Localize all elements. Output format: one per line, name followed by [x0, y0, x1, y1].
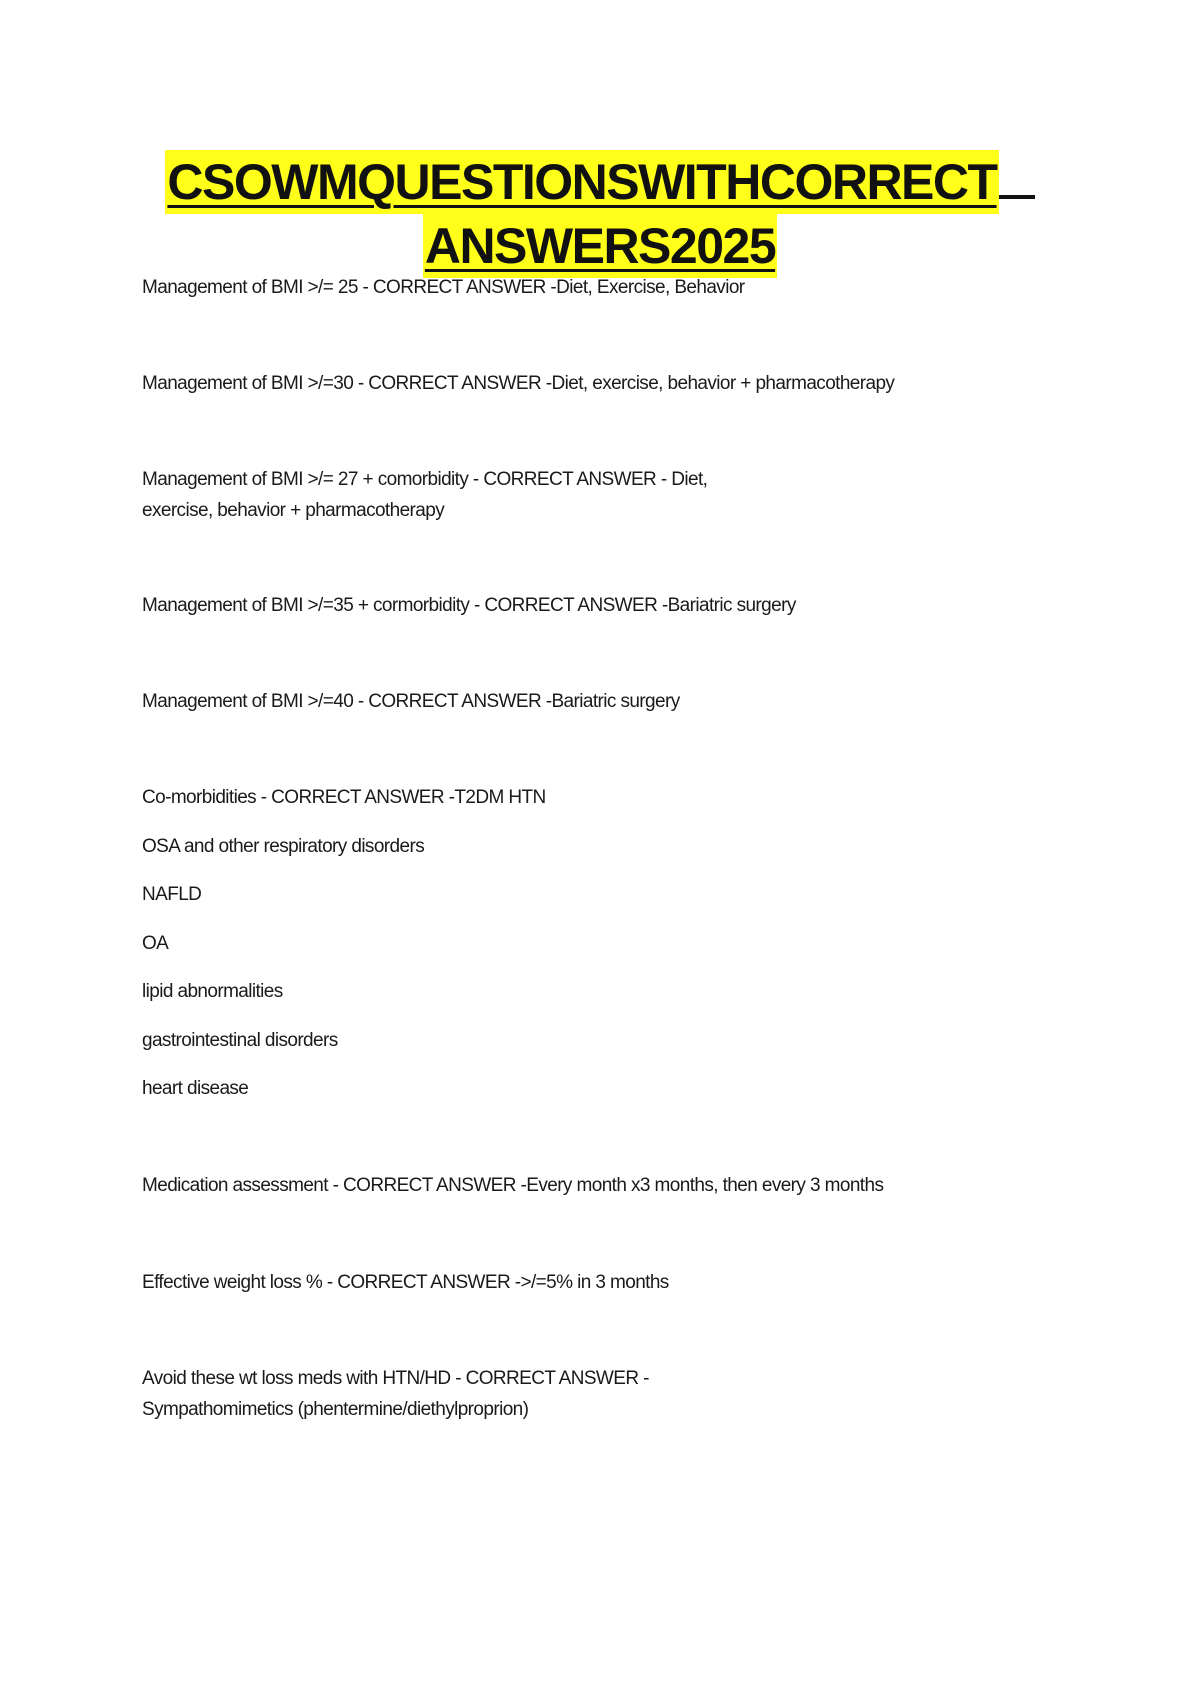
- item-text: Co-morbidities - CORRECT ANSWER -T2DM HTN: [142, 787, 546, 808]
- item-text: heart disease: [142, 1078, 249, 1099]
- item-text: NAFLD: [142, 884, 202, 905]
- item-text: Avoid these wt loss meds with HTN/HD - CORRECT ANSWER -: [142, 1368, 649, 1389]
- qa-item-avoid-meds: [142, 1363, 1102, 1425]
- title-trailing-underscore: [999, 195, 1035, 199]
- comorbidity-list-item: [142, 1073, 1102, 1104]
- item-text: Effective weight loss % - CORRECT ANSWER ->/=5% in 3 months: [142, 1272, 669, 1293]
- qa-item-bmi-27: [142, 464, 1102, 526]
- item-text: lipid abnormalities: [142, 981, 283, 1002]
- title-line-2: ANSWERS2025: [423, 214, 777, 278]
- qa-item-effective-weight-loss: [142, 1267, 1102, 1298]
- comorbidity-list-item: [142, 1025, 1102, 1056]
- qa-item-comorbidities: [142, 782, 1102, 813]
- item-text-continued: exercise, behavior + pharmacotherapy: [142, 500, 445, 521]
- item-text: Management of BMI >/= 27 + comorbidity - CORRECT ANSWER - Diet,: [142, 469, 708, 490]
- item-text: OA: [142, 933, 169, 954]
- comorbidity-list-item: [142, 976, 1102, 1007]
- comorbidity-list-item: [142, 879, 1102, 910]
- item-text-continued: Sympathomimetics (phentermine/diethylproprion): [142, 1399, 529, 1420]
- qa-item-bmi-35: [142, 590, 1102, 621]
- item-text: OSA and other respiratory disorders: [142, 836, 425, 857]
- item-text: Management of BMI >/=40 - CORRECT ANSWER -Bariatric surgery: [142, 691, 680, 712]
- item-text: gastrointestinal disorders: [142, 1030, 338, 1051]
- qa-item-bmi-30: [142, 368, 1102, 399]
- comorbidity-list-item: [142, 928, 1102, 959]
- comorbidity-list-item: [142, 831, 1102, 862]
- qa-item-bmi-40: [142, 686, 1102, 717]
- document-title: [0, 150, 1200, 278]
- qa-item-medication-assessment: [142, 1170, 1102, 1201]
- title-line-1: CSOWMQUESTIONSWITHCORRECT: [165, 150, 998, 214]
- item-text: Management of BMI >/=30 - CORRECT ANSWER -Diet, exercise, behavior + pharmacotherapy: [142, 373, 895, 394]
- item-text: Medication assessment - CORRECT ANSWER -Every month x3 months, then every 3 months: [142, 1175, 884, 1196]
- qa-item-bmi-25: [142, 272, 1102, 303]
- item-text: Management of BMI >/=35 + cormorbidity - CORRECT ANSWER -Bariatric surgery: [142, 595, 796, 616]
- item-text: Management of BMI >/= 25 - CORRECT ANSWER -Diet, Exercise, Behavior: [142, 277, 745, 298]
